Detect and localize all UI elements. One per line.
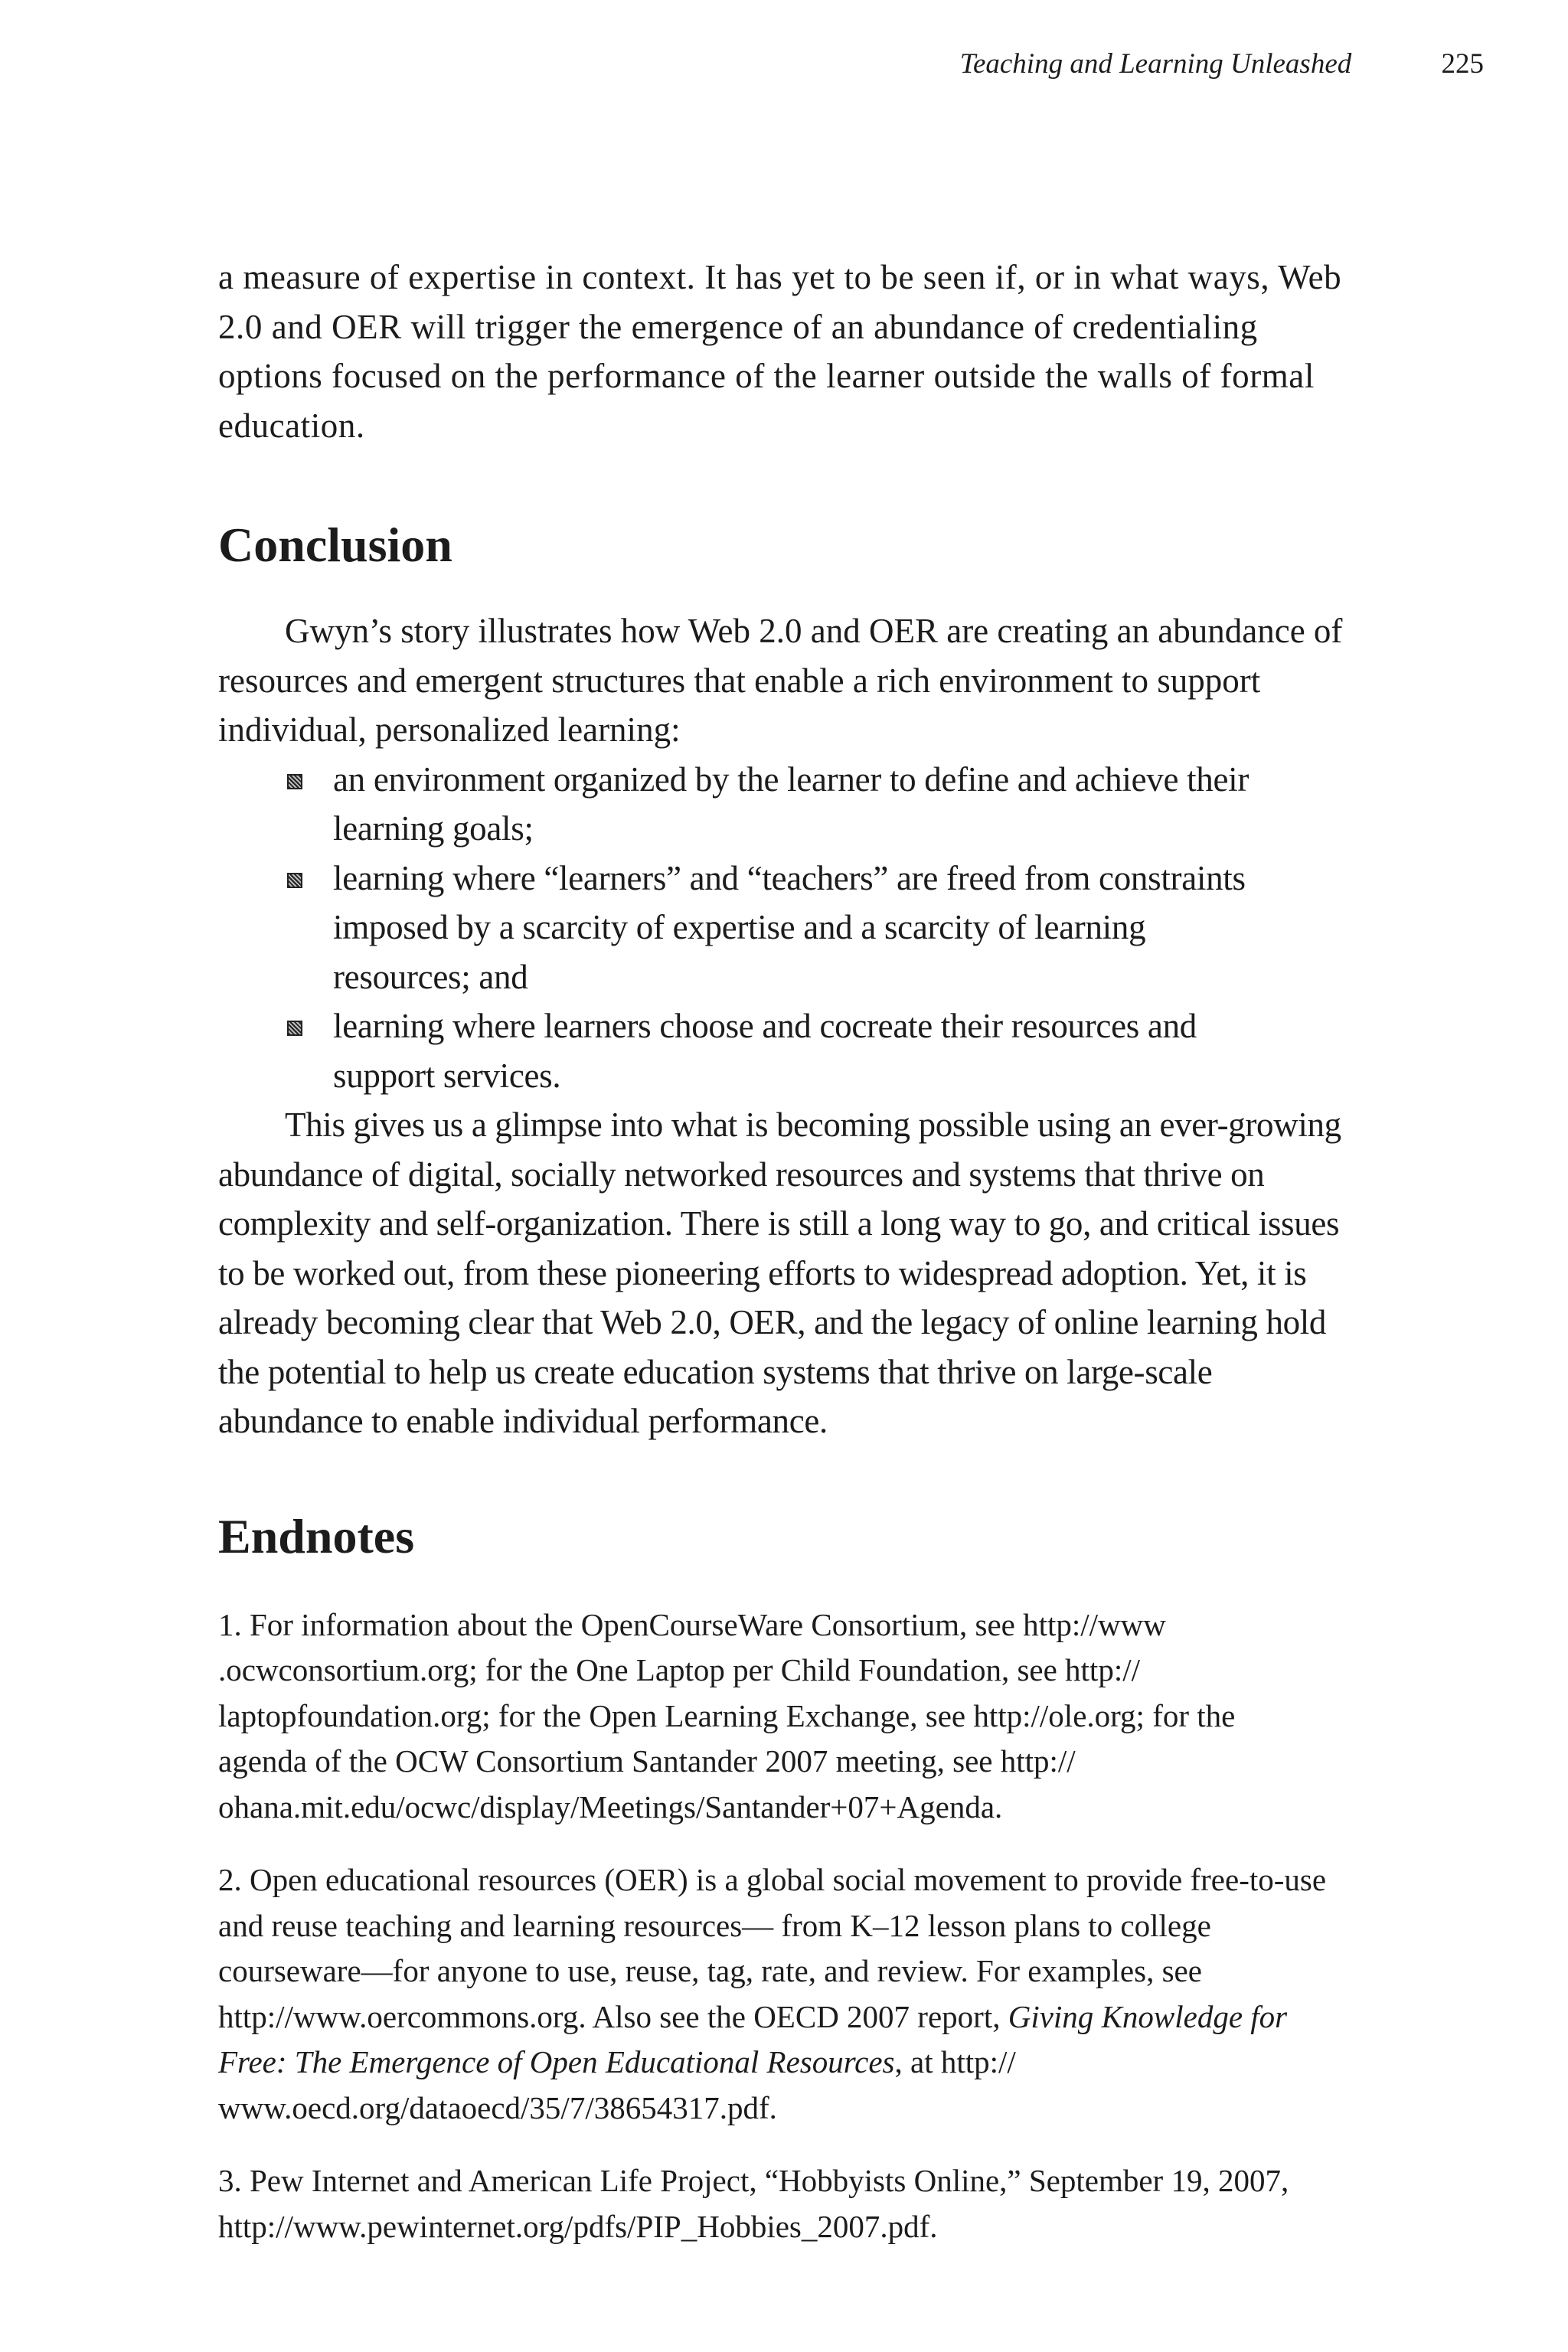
endnote-3: 3. Pew Internet and American Life Project, “Hobbyists Online,” September 19, 2007, http://www.pewinternet.org/pdfs/PIP_Hobbies_2007.pdf.	[218, 2163, 1289, 2244]
conclusion-paragraph-2: This gives us a glimpse into what is becoming possible using an ever-growing abundance of digital, socially networked resources and systems that thrive on complexity and self-organization. There is still a long way to go, and critical issues to be worked out, from these pioneering efforts to widespread adoption. Yet, it is already becoming clear that Web 2.0, OER, and the legacy of online learning hold the potential to help us create education systems that thrive on large-scale abundance to enable individual performance.	[218, 1106, 1341, 1440]
bullet-item	[218, 755, 1344, 854]
bullet-text: learning where “learners” and “teachers” are freed from constraints imposed by a scarcity of expertise and a scarcity of learning resources; and	[333, 858, 1246, 996]
page-body	[218, 253, 1344, 2277]
endnote-2-report-title: Giving Knowledge for Free: The Emergence of Open Educational Resources	[218, 1998, 1288, 2079]
bullet-text: an environment organized by the learner to define and achieve their learning goals;	[333, 760, 1250, 848]
bullet-item	[218, 854, 1344, 1002]
conclusion-heading: Conclusion	[218, 518, 452, 572]
running-header	[960, 47, 1484, 80]
endnotes-heading: Endnotes	[218, 1508, 415, 1563]
page-number: 225	[1441, 48, 1484, 80]
running-title: Teaching and Learning Unleashed	[959, 48, 1352, 80]
bullet-item	[218, 1001, 1344, 1100]
conclusion-bullet-list	[218, 755, 1344, 1101]
bullet-text: learning where learners choose and cocreate their resources and support services.	[333, 1007, 1197, 1095]
square-bullet-icon	[287, 1021, 302, 1036]
endnote-2	[218, 1857, 1344, 2131]
square-bullet-icon	[287, 873, 302, 888]
endnote-2-text: 2. Open educational resources (OER) is a global social movement to provide free-to-use and reuse teaching and learning resources— from K–12 lesson plans to college courseware—for anyone to use, reuse, tag, rate, and review. For examples, see http://www.oercommons.org. Also see the OECD 2007 report,	[218, 1862, 1327, 2034]
square-bullet-icon	[287, 774, 302, 789]
intro-paragraph: a measure of expertise in context. It has yet to be seen if, or in what ways, Web 2.0 and OER will trigger the emergence of an abundance of credentialing options focused on the performance of the learner outside the walls of formal education.	[218, 258, 1342, 445]
endnote-1: 1. For information about the OpenCourseWare Consortium, see http://www .ocwconsortium.org; for the One Laptop per Child Foundation, see http:// laptopfoundation.org; for the Open Learning Exchange, see http://ole.org; for the agenda of the OCW Consortium Santander 2007 meeting, see http:// ohana.mit.edu/ocwc/display/Meetings/Santander+07+Agenda.	[218, 1606, 1236, 1824]
conclusion-paragraph-1: Gwyn’s story illustrates how Web 2.0 and OER are creating an abundance of resources and emergent structures that enable a rich environment to support individual, personalized learning:	[218, 612, 1343, 749]
endnote-2-link-text: , at http:// www.oecd.org/dataoecd/35/7/38654317.pdf.	[218, 2044, 1016, 2125]
